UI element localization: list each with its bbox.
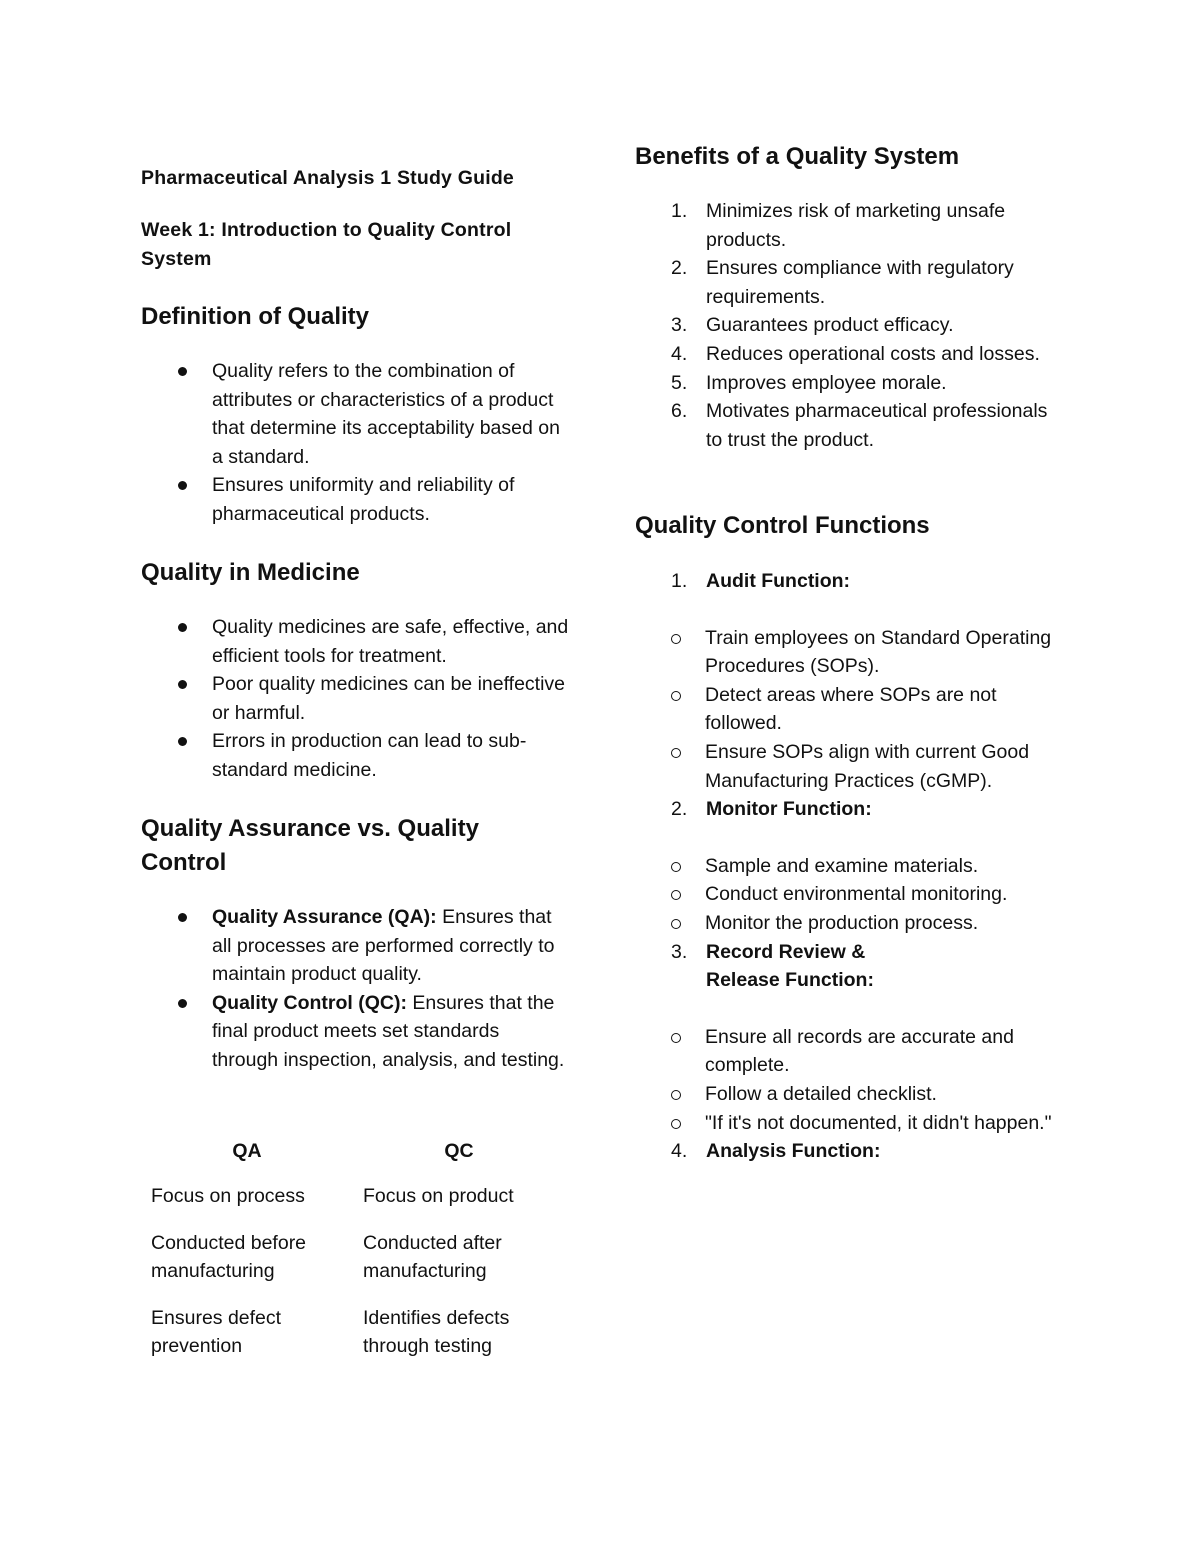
heading-quality-in-medicine: Quality in Medicine [141,559,360,586]
circle-bullet-icon [671,748,681,758]
list-item: Ensure all records are accurate and complete. [635,1023,1075,1080]
table-cell: Ensures defect prevention [151,1306,282,1358]
heading-benefits: Benefits of a Quality System [635,143,960,170]
sub-list [635,624,1075,796]
table-cell: Focus on product [363,1185,514,1207]
list-item: 1. Audit Function: Train employees on Standard Operating Procedures (SOPs). Detect areas where SOPs are not followed. Ensure SOPs align with current Good Manufacturing Practices (cGMP). [635,567,1075,795]
list-item: 3. Guarantees product efficacy. [671,314,954,337]
table-row [141,1182,565,1229]
list-item: Ensure SOPs align with current Good Manufacturing Practices (cGMP). [635,738,1075,795]
heading-qc-functions: Quality Control Functions [635,512,930,539]
sub-list [635,1023,1075,1137]
sub-list [635,852,1075,938]
list-item: Conduct environmental monitoring. [635,880,1075,909]
bullet-icon [178,737,187,746]
list-item: Quality Assurance (QA): Ensures that all processes are performed correctly to maintain product quality. [141,903,566,989]
circle-bullet-icon [671,1119,681,1129]
qa-qc-comparison-table [141,1134,565,1379]
circle-bullet-icon [671,890,681,900]
list-item: Ensures uniformity and reliability of pharmaceutical products. [141,471,561,528]
table-cell: Conducted after manufacturing [363,1231,502,1283]
table-cell: Identifies defects through testing [363,1306,510,1358]
list-item: 4. Reduces operational costs and losses. [671,342,1040,365]
list-item: Poor quality medicines can be ineffective or harmful. [141,670,571,727]
qc-functions-list [635,567,1075,1166]
list-item: 3. Record Review & Release Function: Ensure all records are accurate and complete. Follow a detailed checklist. "If it's not documented, it didn't happen." [635,938,1075,1138]
table-cell: Conducted before manufacturing [151,1231,307,1283]
bullet-icon [178,623,187,632]
benefits-list [635,197,1055,454]
table-header-row [141,1134,565,1168]
list-item: Quality medicines are safe, effective, and efficient tools for treatment. [141,613,571,670]
bullet-icon [178,481,187,490]
list-item: Monitor the production process. [635,909,1075,938]
list-item: 2. Ensures compliance with regulatory requirements. [671,257,1014,308]
document-title: Pharmaceutical Analysis 1 Study Guide [141,167,514,189]
circle-bullet-icon [671,862,681,872]
list-item: Quality Control (QC): Ensures that the final product meets set standards through inspection, analysis, and testing. [141,989,566,1075]
list-item: Quality refers to the combination of attributes or characteristics of a product that determine its acceptability based on a standard. [141,357,561,471]
list-item: 2. Monitor Function: Sample and examine materials. Conduct environmental monitoring. Monitor the production process. [635,795,1075,937]
heading-definition-of-quality: Definition of Quality [141,303,369,330]
definition-list [141,357,561,529]
list-item: 6. Motivates pharmaceutical professionals to trust the product. [671,400,1048,451]
list-item: 4. Analysis Function: [671,1140,881,1163]
table-row [141,1229,565,1304]
circle-bullet-icon [671,1090,681,1100]
bullet-icon [178,680,187,689]
table-header: QA [232,1139,262,1162]
circle-bullet-icon [671,1033,681,1043]
circle-bullet-icon [671,691,681,701]
list-item: Sample and examine materials. [635,852,1075,881]
bullet-icon [178,367,187,376]
heading-qa-vs-qc: Quality Assurance vs. Quality Control [141,815,479,876]
bullet-icon [178,913,187,922]
table-row [141,1304,565,1379]
list-item: 1. Minimizes risk of marketing unsafe products. [671,200,1006,251]
medicine-list [141,613,571,785]
list-item: Errors in production can lead to sub-standard medicine. [141,727,571,784]
bullet-icon [178,999,187,1008]
circle-bullet-icon [671,919,681,929]
table-header: QC [444,1139,474,1162]
qa-qc-list [141,903,566,1075]
list-item: "If it's not documented, it didn't happen." [635,1109,1075,1138]
week-title: Week 1: Introduction to Quality Control System [141,219,512,270]
table-cell: Focus on process [151,1185,305,1207]
list-item: Detect areas where SOPs are not followed. [635,681,1075,738]
list-item: 5. Improves employee morale. [671,371,947,394]
circle-bullet-icon [671,634,681,644]
list-item: Train employees on Standard Operating Procedures (SOPs). [635,624,1075,681]
list-item: Follow a detailed checklist. [635,1080,1075,1109]
